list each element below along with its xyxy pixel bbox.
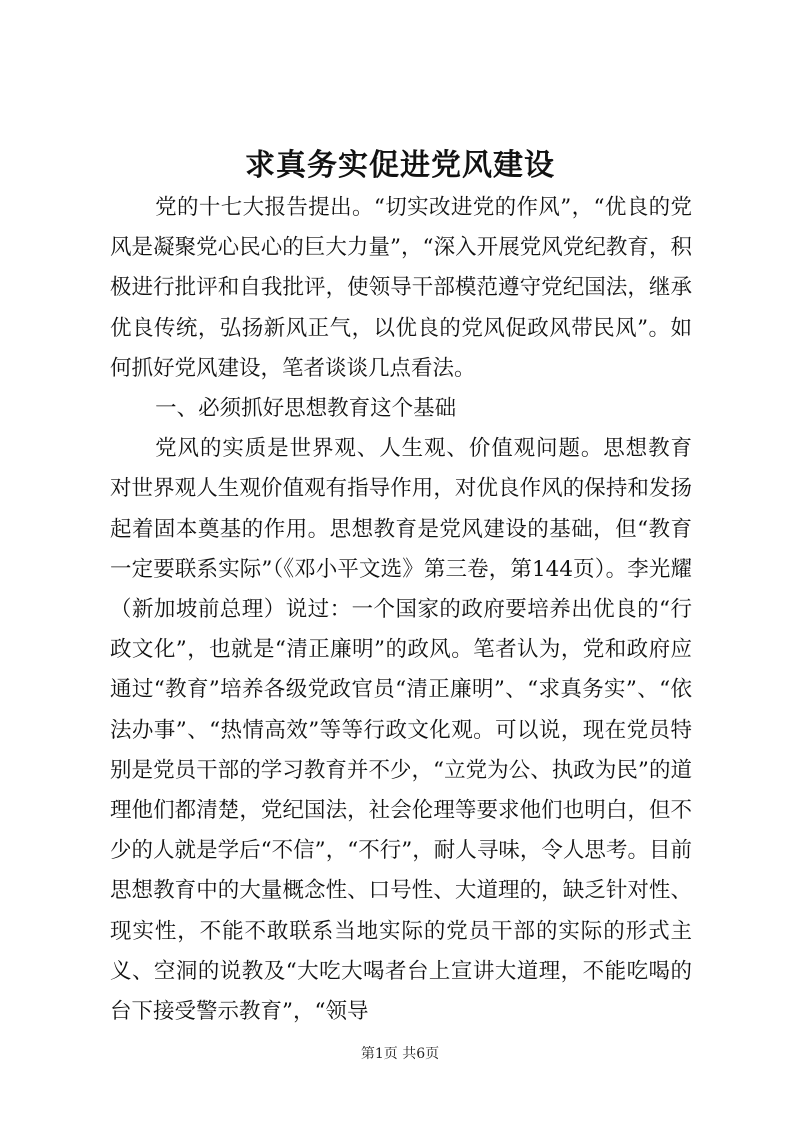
document-title: 求真务实促进党风建设 <box>245 148 555 183</box>
page-footer: 第1页 共6页 <box>360 1046 440 1062</box>
paragraph-section-1: 党风的实质是世界观、人生观、价值观问题。思想教育对世界观人生观价值观有指导作用，对优良作风的保持和发扬起着固本奠基的作用。思想教育是党风建设的基础，但“教育一定要联系实际”（《邓小平文选》第三卷，第144页）。李光耀（新加坡前总理）说过：一个国家的政府要培养出优良的“行政文化”，也就是“清正廉明”的政风。笔者认为，党和政府应通过“教育”培养各级党政官员“清正廉明”、“求真务实”、“依法办事”、“热情高效”等等行政文化观。可以说，现在党员特别是党员干部的学习教育并不少，“立党为公、执政为民”的道理他们都清楚，党纪国法，社会伦理等要求他们也明白，但不少的人就是学后“不信”，“不行”，耐人寻味，令人思考。目前思想教育中的大量概念性、口号性、大道理的，缺乏针对性、现实性，不能不敢联系当地实际的党员干部的实际的形式主义、空洞的说教及“大吃大喝者台上宣讲大道理，不能吃喝的台下接受警示教育”，“领导 <box>110 436 692 1025</box>
document-body <box>110 188 692 1032</box>
section-heading-1: 一、必须抓好思想教育这个基础 <box>155 396 457 422</box>
paragraph-intro: 党的十七大报告提出。“切实改进党的作风”，“优良的党风是凝聚党心民心的巨大力量”，“深入开展党风党纪教育，积极进行批评和自我批评，使领导干部模范遵守党纪国法，继承优良传统，弘扬新风正气，以优良的党风促政风带民风”。如何抓好党风建设，笔者谈谈几点看法。 <box>110 195 692 381</box>
